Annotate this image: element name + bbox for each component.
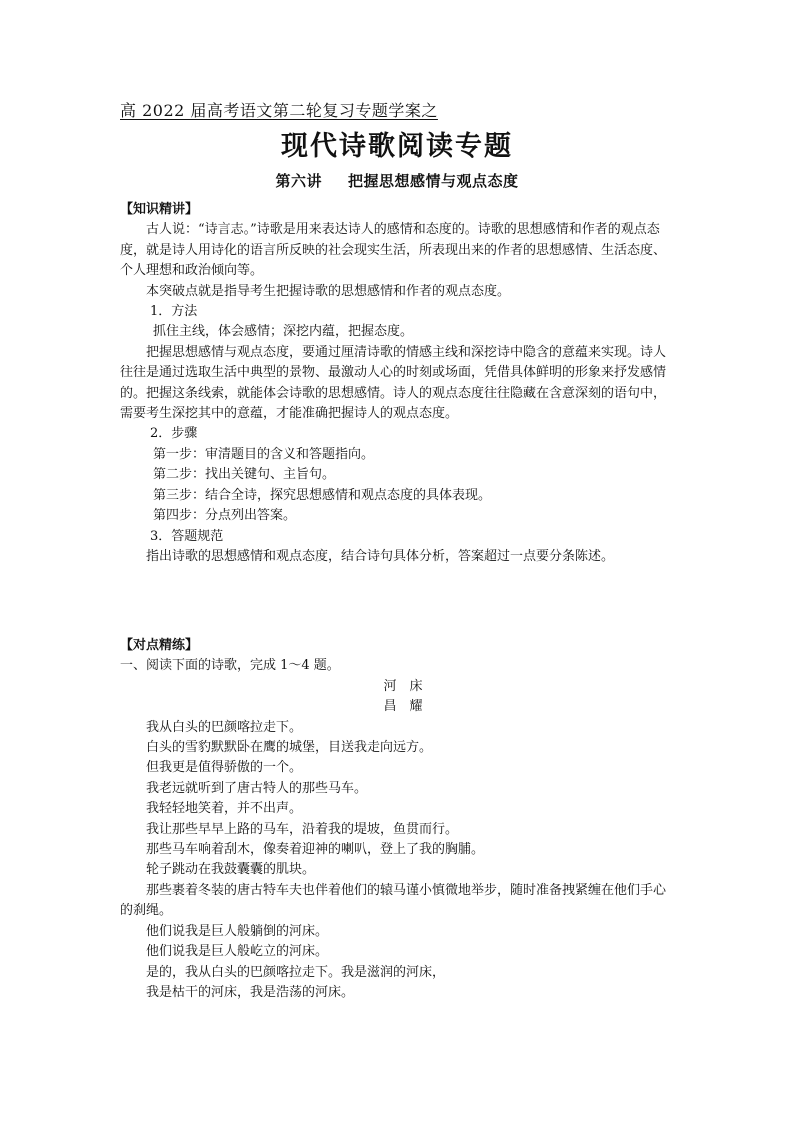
main-title: 现代诗歌阅读专题 (281, 131, 513, 162)
lecture-number: 第六讲 (275, 172, 322, 190)
poem-line: 那些马车响着刮木，像奏着迎神的喇叭，登上了我的胸脯。 (146, 842, 485, 858)
practice-section (120, 636, 676, 1003)
knowledge-heading: 【知识精讲】 (120, 202, 199, 217)
poem-author: 昌 耀 (383, 699, 423, 715)
poem-line: 我从白头的巴颜喀拉走下。 (146, 719, 303, 735)
method-paragraph: 把握思想感情与观点态度，要通过厘清诗歌的情感主线和深挖诗中隐含的意蕴来实现。诗人往往是通过选取生活中典型的景物、最激动人心的时刻或场面，凭借具体鲜明的形象来抒发感情的。把握这条线索，就能体会诗歌的思想感情。诗人的观点态度往往隐藏在含意深刻的语句中，需要考生深挖其中的意蕴，才能准确把握诗人的观点态度。 (120, 344, 667, 422)
step-4: 第四步：分点列出答案。 (153, 508, 297, 524)
lecture-topic: 把握思想感情与观点态度 (348, 172, 519, 190)
poem-line: 他们说我是巨人般躺倒的河床。 (146, 923, 329, 939)
poem-line: 但我更是值得骄傲的一个。 (146, 760, 303, 776)
poem-line: 白头的雪豹默默卧在鹰的城堡，目送我走向远方。 (146, 740, 433, 756)
series-title: 高 2022 届高考语文第二轮复习专题学案之 (120, 101, 438, 120)
knowledge-section (120, 200, 676, 567)
poem-line: 是的，我从白头的巴颜喀拉走下。我是滋润的河床， (146, 964, 446, 980)
poem-title: 河 床 (383, 678, 423, 694)
practice-intro: 一、阅读下面的诗歌，完成 1～4 题。 (120, 658, 340, 674)
lecture-subtitle (0, 170, 794, 191)
knowledge-paragraph-2: 本突破点就是指导考生把握诗歌的思想感情和作者的观点态度。 (146, 283, 511, 299)
step-3: 第三步：结合全诗，探究思想感情和观点态度的具体表现。 (153, 487, 492, 503)
poem-line: 我轻轻地笑着，并不出声。 (146, 801, 303, 817)
step-1: 第一步：审清题目的含义和答题指向。 (153, 446, 375, 462)
steps-title: 2．步骤 (150, 426, 198, 442)
practice-heading: 【对点精练】 (120, 638, 199, 653)
method-title: 1．方法 (150, 304, 198, 320)
norm-title: 3．答题规范 (150, 528, 224, 544)
poem-line: 我是枯干的河床，我是浩荡的河床。 (146, 984, 355, 1000)
method-text: 抓住主线，体会感情；深挖内蕴，把握态度。 (153, 324, 414, 340)
poem-line: 他们说我是巨人般屹立的河床。 (146, 944, 329, 960)
knowledge-paragraph-1: 古人说：“诗言志。”诗歌是用来表达诗人的感情和态度的。诗歌的思想感情和作者的观点态度，就是诗人用诗化的语言所反映的社会现实生活，所表现出来的作者的思想感情、生活态度、个人理想和政治倾向等。 (120, 222, 667, 279)
poem-line: 那些裹着冬装的唐古特车夫也伴着他们的辕马谨小慎微地举步，随时准备拽紧缠在他们手心的刹绳。 (120, 882, 667, 919)
norm-text: 指出诗歌的思想感情和观点态度，结合诗句具体分析，答案超过一点要分条陈述。 (146, 548, 615, 564)
poem-line: 我让那些早早上路的马车，沿着我的堤坡，鱼贯而行。 (146, 821, 459, 837)
step-2: 第二步：找出关键句、主旨句。 (153, 467, 336, 483)
poem-line: 我老远就听到了唐古特人的那些马车。 (146, 780, 368, 796)
poem-line: 轮子跳动在我鼓囊囊的肌块。 (146, 862, 316, 878)
